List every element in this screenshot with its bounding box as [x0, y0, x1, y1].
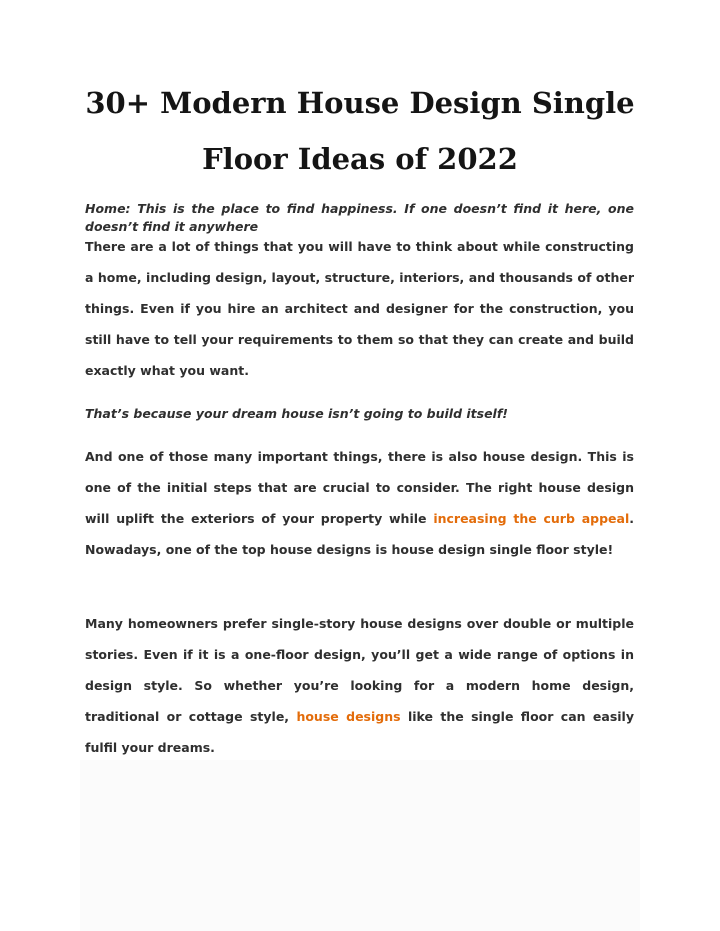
intro-quote: Home: This is the place to find happiness. If one doesn’t find it here, one doesn’t find it anywhere: [85, 201, 634, 234]
paragraph-2-text-start: And one of those many important things, there is also house design. This is one of the initial steps that are crucial to consider. The right house design will uplift the exteriors of your property while: [85, 449, 634, 526]
paragraph-1: There are a lot of things that you will have to think about while constructing a home, including design, layout, structure, interiors, and thousands of other things. Even if you hire an architect and designer for the construction, you still have to tell your requirements to them so that they can create and build exactly what you want.: [85, 239, 634, 378]
paragraph-3-text-start: Many homeowners prefer single-story house designs over double or multiple stories. Even if it is a one-floor design, you’ll get a wide range of options in design style. So whether you’re looking for a modern home design, traditional or cottage style,: [85, 616, 634, 724]
page-title-line-1: 30+ Modern House Design Single: [85, 86, 635, 120]
house-designs-link[interactable]: house designs: [296, 709, 401, 724]
paragraph-3-text-end: like the single floor can easily fulfil your dreams.: [85, 709, 634, 755]
paragraph-2-text-end: . Nowadays, one of the top house designs is house design single floor style!: [85, 511, 634, 557]
increasing-curb-appeal-link[interactable]: increasing the curb appeal: [433, 511, 630, 526]
paragraph-3: [85, 608, 634, 763]
page-shade: [80, 760, 640, 931]
emphasis-line: That’s because your dream house isn’t going to build itself!: [85, 406, 508, 421]
page-title-line-2: Floor Ideas of 2022: [202, 142, 518, 176]
paragraph-2: [85, 441, 634, 565]
